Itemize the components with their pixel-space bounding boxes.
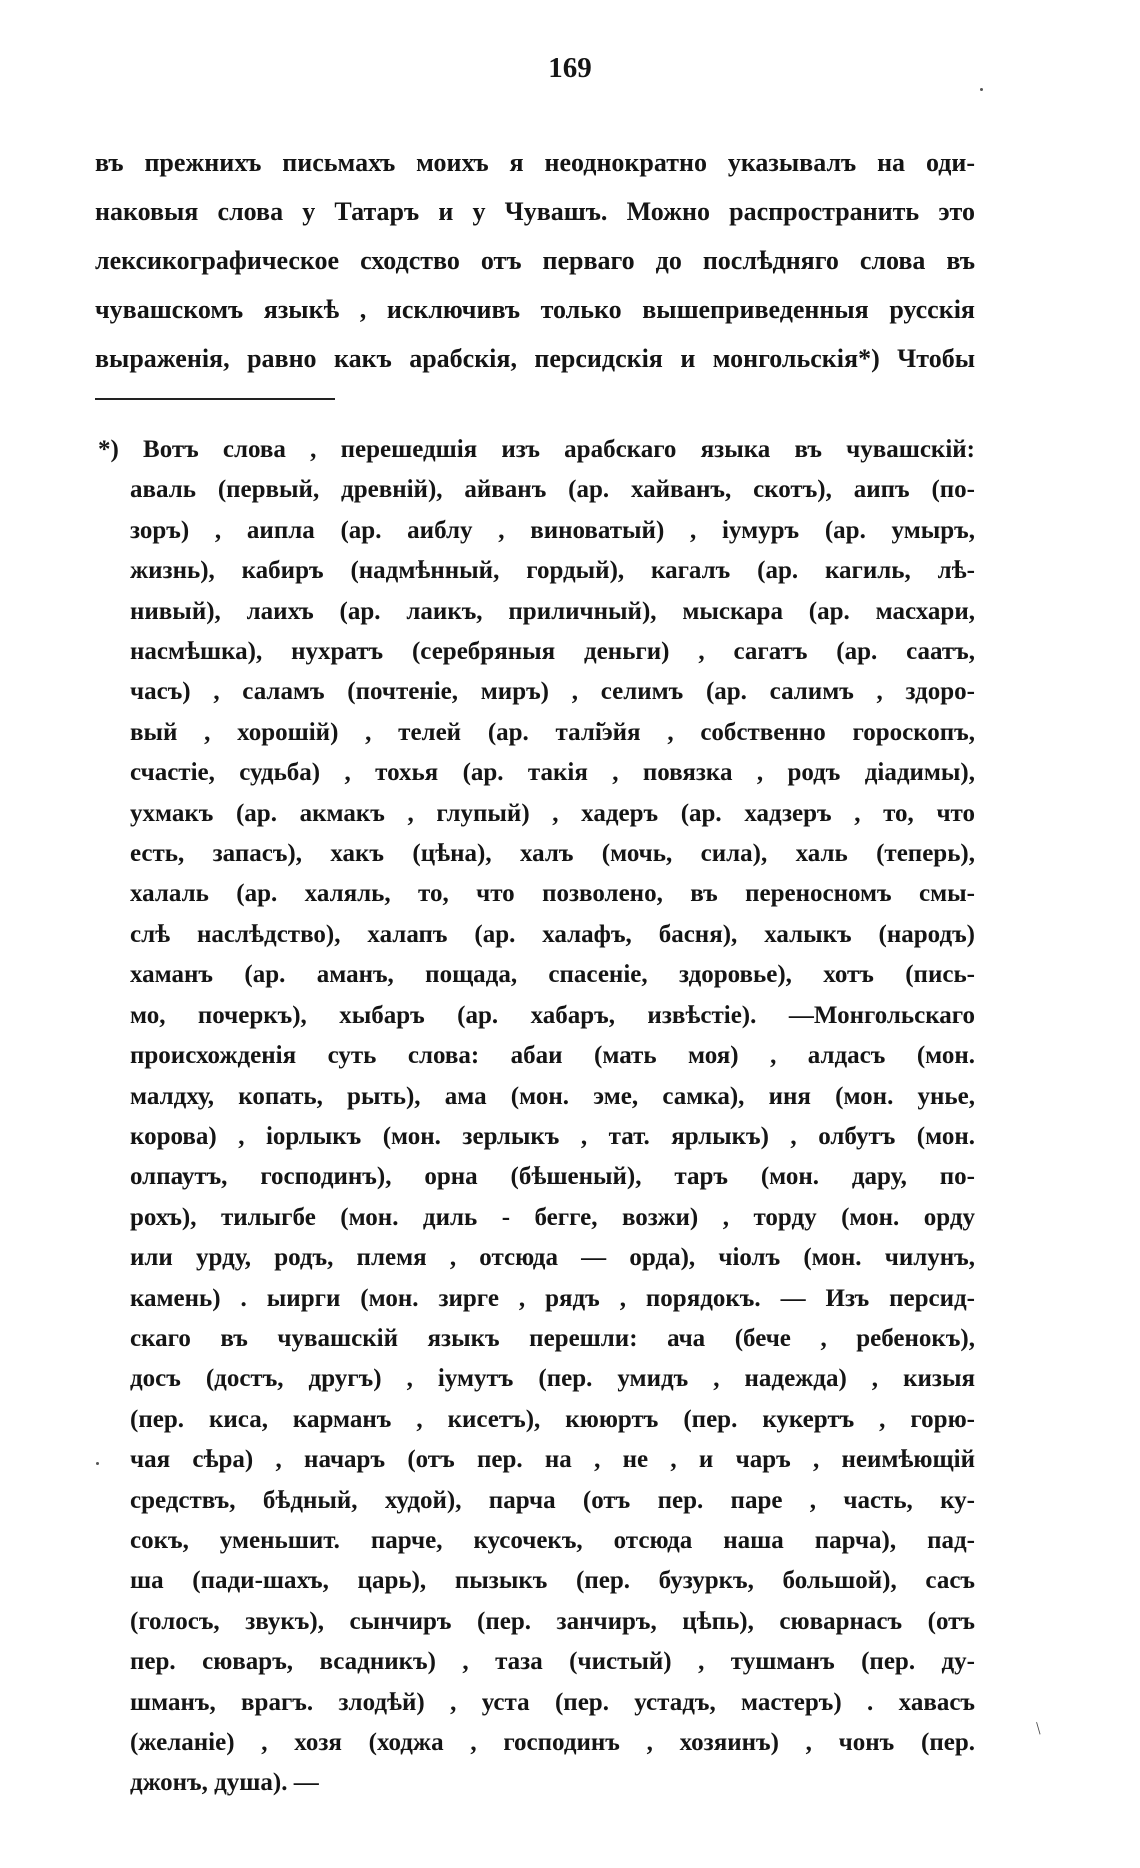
footnote-line: счастіе, судьба) , тохья (ар. такія , повязка , родъ діадимы), bbox=[130, 759, 975, 787]
main-text-line: наковыя слова у Татаръ и у Чувашъ. Можно распространить это bbox=[95, 197, 975, 226]
footnote-line: (желаніе) , хозя (ходжа , господинъ , хозяинъ) , чонъ (пер. bbox=[130, 1729, 975, 1756]
footnote-line: сокъ, уменьшит. парче, кусочекъ, отсюда наша парча), пад- bbox=[130, 1526, 975, 1554]
scan-speck bbox=[980, 88, 983, 91]
footnote-line: мо, почеркъ), хыбаръ (ар. хабаръ, извѣстіе). —Монгольскаго bbox=[130, 1001, 975, 1029]
footnote-line: хаманъ (ар. аманъ, пощада, спасеніе, здоровье), хотъ (пись- bbox=[130, 961, 975, 989]
footnote-line: зоръ) , аипла (ар. аиблу , виноватый) , іумуръ (ар. умыръ, bbox=[130, 516, 975, 544]
footnote-line: шманъ, врагъ. злодѣй) , уста (пер. устадъ, мастеръ) . хавасъ bbox=[130, 1688, 975, 1716]
footnote-line: скаго въ чувашскій языкъ перешли: ача (бече , ребенокъ), bbox=[130, 1324, 975, 1352]
footnote-line: малдху, копать, рыть), ама (мон. эме, самка), иня (мон. унье, bbox=[130, 1082, 975, 1110]
footnote-line: олпаутъ, господинъ), орна (бѣшеный), таръ (мон. дару, по- bbox=[130, 1163, 975, 1191]
footnote-line: корова) , іорлыкъ (мон. зерлыкъ , тат. ярлыкъ) , олбутъ (мон. bbox=[130, 1122, 975, 1150]
footnote-line: слѣ наслѣдство), халапъ (ар. халафъ, басня), халыкъ (народъ) bbox=[130, 920, 975, 948]
footnote-line: или урду, родъ, племя , отсюда — орда), чіолъ (мон. чилунъ, bbox=[130, 1244, 975, 1272]
footnote-line: чая сѣра) , начаръ (отъ пер. на , не , и чаръ , неимѣющій bbox=[130, 1446, 975, 1474]
footnote-line: пер. сюваръ, всадникъ) , таза (чистый) , тушманъ (пер. ду- bbox=[130, 1648, 975, 1676]
footnote-line: вый , хорошій) , телей (ар. талі̆эйя , собственно гороскопъ, bbox=[130, 718, 975, 746]
footnote-line: часъ) , саламъ (почтеніе, миръ) , селимъ (ар. салимъ , здоро- bbox=[130, 678, 975, 706]
main-text-line: въ прежнихъ письмахъ моихъ я неоднократно указывалъ на оди- bbox=[95, 148, 975, 177]
main-text-line: лексикографическое сходство отъ перваго до послѣдняго слова въ bbox=[95, 246, 975, 275]
footnote-line: джонъ, душа). — bbox=[130, 1769, 319, 1797]
footnote-line: средствъ, бѣдный, худой), парча (отъ пер. паре , часть, ку- bbox=[130, 1486, 975, 1514]
footnote-line: камень) . ыирги (мон. зирге , рядъ , порядокъ. — Изъ персид- bbox=[130, 1284, 975, 1312]
main-text bbox=[95, 138, 975, 383]
footnote-line: *) Вотъ слова , перешедшія изъ арабскаго языка въ чувашскій: bbox=[98, 436, 975, 463]
main-text-line: чувашскомъ языкѣ , исключивъ только вышеприведенныя русскія bbox=[95, 295, 975, 324]
footnote-line: (пер. киса, карманъ , кисетъ), кююртъ (пер. кукертъ , горю- bbox=[130, 1405, 975, 1433]
main-text-line: выраженія, равно какъ арабскія, персидскія и монгольскія*) Чтобы bbox=[95, 344, 975, 373]
footnote-separator-rule bbox=[95, 398, 335, 400]
footnote-line: ухмакъ (ар. акмакъ , глупый) , хадеръ (ар. хадзеръ , то, что bbox=[130, 799, 975, 827]
footnote-line: нивый), лаихъ (ар. лаикъ, приличный), мыскара (ар. масхари, bbox=[130, 597, 975, 625]
page-number: 169 bbox=[548, 52, 592, 84]
footnote bbox=[98, 430, 975, 1804]
footnote-line: ша (пади-шахъ, царь), пызыкъ (пер. бузуркъ, большой), сасъ bbox=[130, 1567, 975, 1595]
scan-speck bbox=[96, 1462, 99, 1465]
footnote-line: насмѣшка), нухратъ (серебряныя деньги) , сагатъ (ар. саатъ, bbox=[130, 638, 975, 666]
footnote-line: (голосъ, звукъ), сынчиръ (пер. занчиръ, цѣпь), сюварнасъ (отъ bbox=[130, 1607, 975, 1635]
footnote-line: халаль (ар. халяль, то, что позволено, въ переносномъ смы- bbox=[130, 880, 975, 908]
footnote-line: досъ (достъ, другъ) , іумутъ (пер. умидъ , надежда) , кизыя bbox=[130, 1365, 975, 1393]
footnote-line: рохъ), тилыгбе (мон. диль - бегге, возжи) , торду (мон. орду bbox=[130, 1203, 975, 1231]
footnote-line: есть, запасъ), хакъ (цѣна), халъ (мочь, сила), халь (теперь), bbox=[130, 840, 975, 868]
footnote-line: аваль (первый, древній), айванъ (ар. хайванъ, скотъ), аипъ (по- bbox=[130, 476, 975, 504]
footnote-line: жизнь), кабиръ (надмѣнный, гордый), кагалъ (ар. кагиль, лѣ- bbox=[130, 557, 975, 585]
scan-mark: / bbox=[1030, 1718, 1047, 1738]
footnote-line: происхожденія суть слова: абаи (мать моя) , алдасъ (мон. bbox=[130, 1042, 975, 1070]
